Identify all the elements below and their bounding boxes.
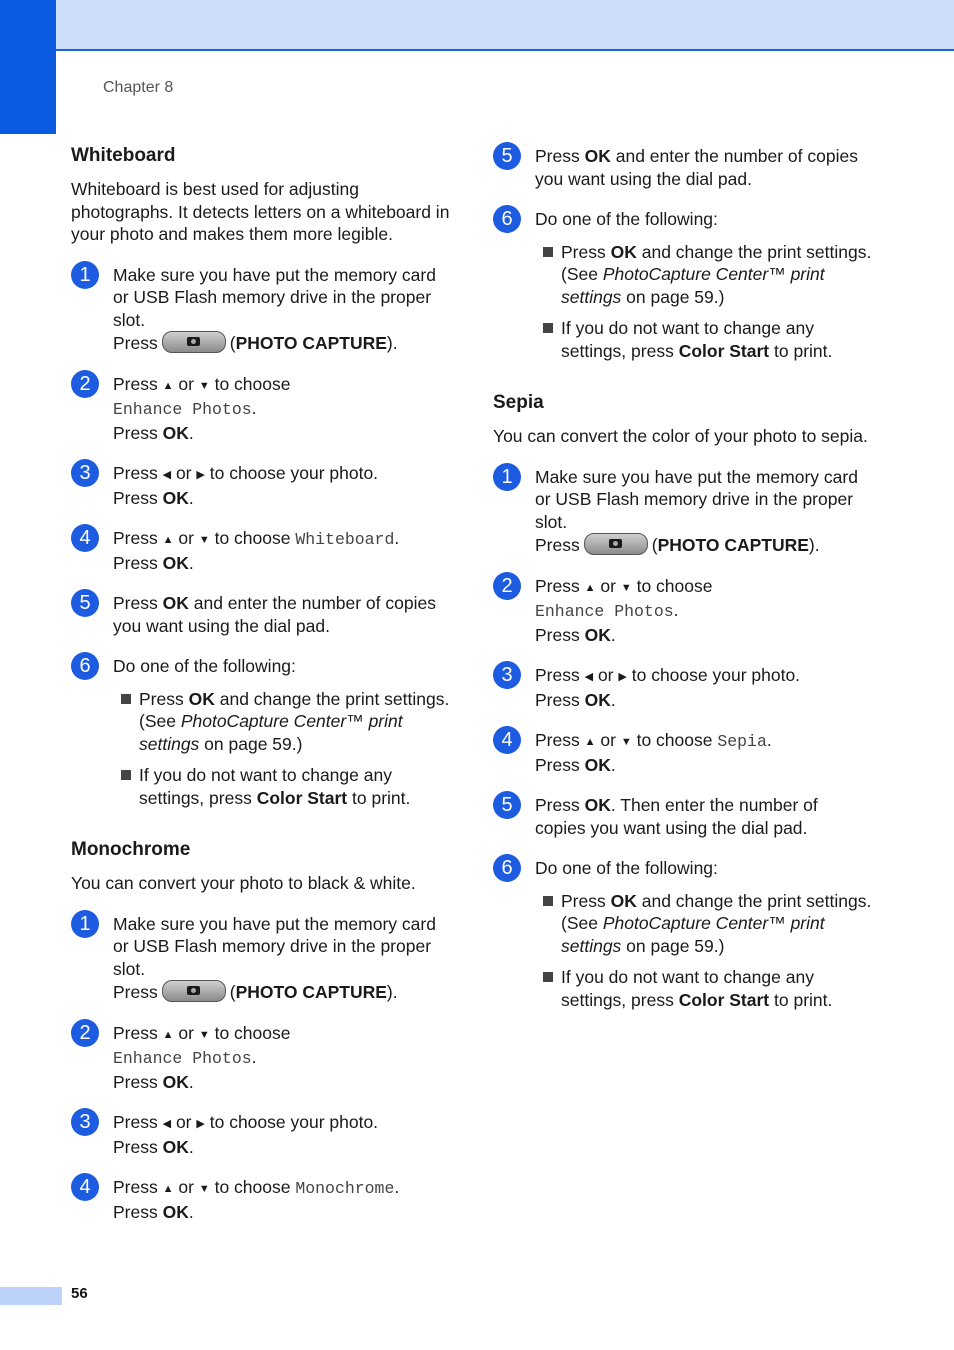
right-column (493, 145, 873, 1029)
photo-capture-button-icon (584, 533, 648, 555)
option-change-settings: Press OK and change the print settings. (See PhotoCapture Center™ print settings on page 59.) (561, 890, 872, 956)
mono-step-3: 3 Press ◀ or ▶ to choose your photo. Press OK. (71, 1111, 451, 1158)
step-3-badge: 3 (71, 1108, 99, 1136)
step-2-badge: 2 (71, 1019, 99, 1047)
down-arrow-icon: ▼ (620, 581, 632, 594)
sepia-step-1: 1 Make sure you have put the memory card or USB Flash memory drive in the proper slot. Press (PHOTO CAPTURE). (493, 466, 873, 557)
step-1-badge: 1 (493, 463, 521, 491)
step-1-badge: 1 (71, 261, 99, 289)
step-1-badge: 1 (71, 910, 99, 938)
right-arrow-icon: ▶ (196, 1118, 205, 1130)
wb-step-2: 2 Press ▲ or ▼ to choose Enhance Photos. Press OK. (71, 373, 451, 445)
wb-step-3: 3 Press ◀ or ▶ to choose your photo. Press OK. (71, 462, 451, 509)
step-4-badge: 4 (71, 524, 99, 552)
page-number: 56 (71, 1285, 88, 1302)
wb-step-6-cont: 6 Do one of the following: Press OK and change the print settings. (See PhotoCapture Center™ print settings on page 59.) If you do not want to change any settings, press Color Start to print. (493, 208, 873, 362)
up-arrow-icon: ▲ (162, 534, 174, 546)
step-6-badge: 6 (493, 854, 521, 882)
sepia-step-3: 3 Press ◀ or ▶ to choose your photo. Press OK. (493, 664, 873, 711)
step-2-badge: 2 (493, 572, 521, 600)
left-column (71, 145, 451, 1241)
page-number-bar (0, 1287, 62, 1305)
step-2-badge: 2 (71, 370, 99, 398)
mono-step-2: 2 Press ▲ or ▼ to choose Enhance Photos. Press OK. (71, 1022, 451, 1094)
photo-capture-button-icon (162, 331, 226, 353)
down-arrow-icon: ▼ (198, 379, 210, 392)
step-5-badge: 5 (493, 142, 521, 170)
mono-step-4: 4 Press ▲ or ▼ to choose Monochrome. Press OK. (71, 1176, 451, 1223)
mono-step-1: 1 Make sure you have put the memory card or USB Flash memory drive in the proper slot. Press (PHOTO CAPTURE). (71, 913, 451, 1004)
sepia-step-2: 2 Press ▲ or ▼ to choose Enhance Photos. Press OK. (493, 575, 873, 647)
wb-step-1: 1 Make sure you have put the memory card or USB Flash memory drive in the proper slot. Press (PHOTO CAPTURE). (71, 264, 451, 355)
chapter-tab (0, 0, 56, 134)
camera-icon (187, 337, 200, 346)
option-change-settings: Press OK and change the print settings. (See PhotoCapture Center™ print settings on page 59.) (139, 688, 450, 754)
step-6-badge: 6 (71, 652, 99, 680)
sepia-intro: You can convert the color of your photo to sepia. (493, 426, 868, 446)
step-3-badge: 3 (493, 661, 521, 689)
step-3-badge: 3 (71, 459, 99, 487)
sepia-step-6: 6 Do one of the following: Press OK and change the print settings. (See PhotoCapture Center™ print settings on page 59.) If you do not want to change any settings, press Color Start to print. (493, 857, 873, 1011)
option-no-change: If you do not want to change any settings, press Color Start to print. (139, 764, 451, 809)
left-arrow-icon: ◀ (162, 1118, 172, 1130)
step-5-badge: 5 (493, 791, 521, 819)
wb-step-6: 6 Do one of the following: Press OK and change the print settings. (See PhotoCapture Center™ print settings on page 59.) If you do not want to change any settings, press Color Start to print. (71, 655, 451, 809)
monochrome-title: Monochrome (71, 839, 191, 860)
left-arrow-icon: ◀ (584, 671, 594, 683)
whiteboard-intro: Whiteboard is best used for adjusting photographs. It detects letters on a whiteboard in your photo and makes them more legible. (71, 179, 450, 244)
option-no-change: If you do not want to change any settings, press Color Start to print. (561, 317, 873, 362)
step-4-badge: 4 (493, 726, 521, 754)
down-arrow-icon: ▼ (198, 1183, 210, 1195)
camera-icon (609, 539, 622, 548)
up-arrow-icon: ▲ (584, 581, 596, 594)
whiteboard-title: Whiteboard (71, 145, 176, 166)
sepia-step-5: 5 Press OK. Then enter the number of copies you want using the dial pad. (493, 794, 873, 839)
sepia-step-4: 4 Press ▲ or ▼ to choose Sepia. Press OK. (493, 729, 873, 776)
down-arrow-icon: ▼ (198, 534, 210, 546)
up-arrow-icon: ▲ (162, 379, 174, 392)
step-4-badge: 4 (71, 1173, 99, 1201)
down-arrow-icon: ▼ (620, 736, 632, 748)
option-no-change: If you do not want to change any settings, press Color Start to print. (561, 966, 873, 1011)
right-arrow-icon: ▶ (618, 671, 627, 683)
wb-step-5-cont: 5 Press OK and enter the number of copies you want using the dial pad. (493, 145, 873, 190)
step-6-badge: 6 (493, 205, 521, 233)
camera-icon (187, 986, 200, 995)
option-change-settings: Press OK and change the print settings. (See PhotoCapture Center™ print settings on page 59.) (561, 241, 872, 307)
wb-step-4: 4 Press ▲ or ▼ to choose Whiteboard. Press OK. (71, 527, 451, 574)
sepia-title: Sepia (493, 392, 544, 413)
chapter-label: Chapter 8 (103, 79, 174, 96)
up-arrow-icon: ▲ (584, 736, 596, 748)
right-arrow-icon: ▶ (196, 469, 205, 481)
step-5-badge: 5 (71, 589, 99, 617)
header-band (0, 0, 954, 51)
wb-step-5: 5 Press OK and enter the number of copies you want using the dial pad. (71, 592, 451, 637)
up-arrow-icon: ▲ (162, 1183, 174, 1195)
up-arrow-icon: ▲ (162, 1028, 174, 1041)
left-arrow-icon: ◀ (162, 469, 172, 481)
down-arrow-icon: ▼ (198, 1028, 210, 1041)
photo-capture-button-icon (162, 980, 226, 1002)
monochrome-intro: You can convert your photo to black & white. (71, 873, 416, 893)
